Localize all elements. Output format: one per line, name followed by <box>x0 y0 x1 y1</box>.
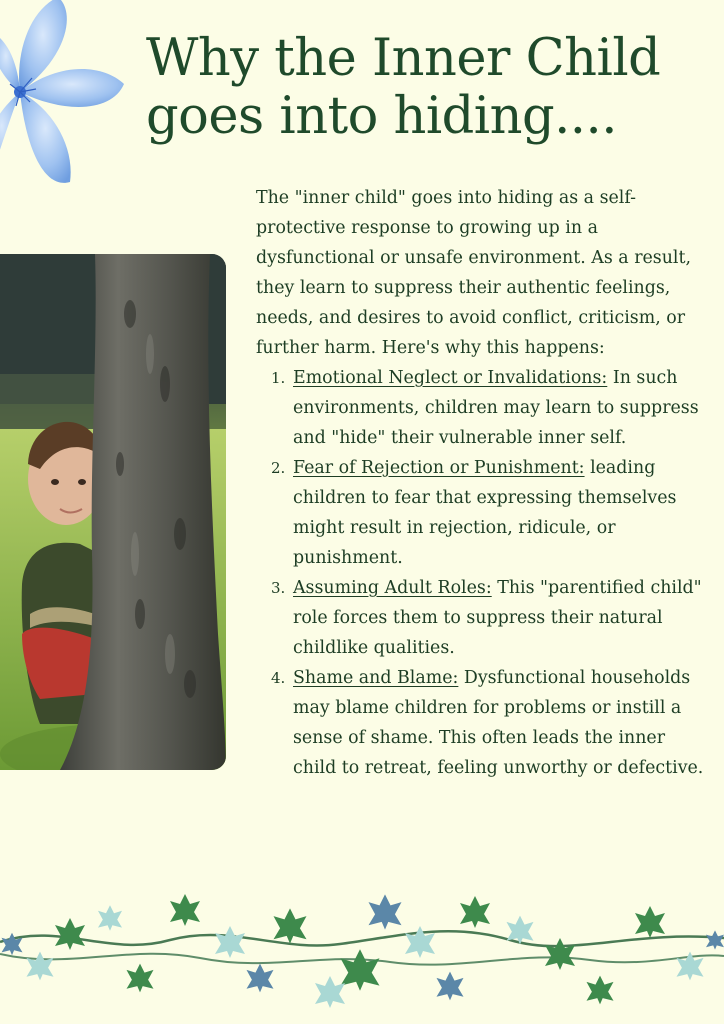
child-peeking-behind-tree-photo <box>0 254 226 770</box>
reason-term: Fear of Rejection or Punishment: <box>293 458 585 478</box>
reason-term: Assuming Adult Roles: <box>293 578 492 598</box>
reason-text: leading children to fear that expressing themselves might result in rejection, ridicule, or punishment. <box>293 458 677 568</box>
reason-term: Emotional Neglect or Invalidations: <box>293 368 608 388</box>
list-item <box>256 663 708 783</box>
title-line-2: goes into hiding.... <box>146 87 617 146</box>
ivy-vine-border <box>0 882 724 1024</box>
reason-text: This "parentified child" role forces them to suppress their natural childlike qualities. <box>293 578 702 658</box>
title-line-1: Why the Inner Child <box>146 29 661 88</box>
reasons-list <box>256 363 708 783</box>
list-number: 4. <box>271 669 286 687</box>
intro-paragraph: The "inner child" goes into hiding as a self-protective response to growing up in a dysfunctional or unsafe environment. As a result, they learn to suppress their authentic feelings, needs, and desires to avoid conflict, criticism, or further harm. Here's why this happens: <box>256 188 692 358</box>
list-number: 2. <box>271 459 286 477</box>
page-title <box>146 30 716 146</box>
list-item <box>256 573 708 663</box>
reason-text: In such environments, children may learn to suppress and "hide" their vulnerable inner self. <box>293 368 699 448</box>
reason-term: Shame and Blame: <box>293 668 459 688</box>
blue-flower-decoration <box>0 0 132 194</box>
article-body <box>256 183 708 783</box>
list-item <box>256 363 708 453</box>
reason-text: Dysfunctional households may blame children for problems or instill a sense of shame. This often leads the inner child to retreat, feeling unworthy or defective. <box>293 668 704 778</box>
list-item <box>256 453 708 573</box>
photo-illustration <box>0 254 226 770</box>
list-number: 1. <box>271 369 286 387</box>
list-number: 3. <box>271 579 286 597</box>
